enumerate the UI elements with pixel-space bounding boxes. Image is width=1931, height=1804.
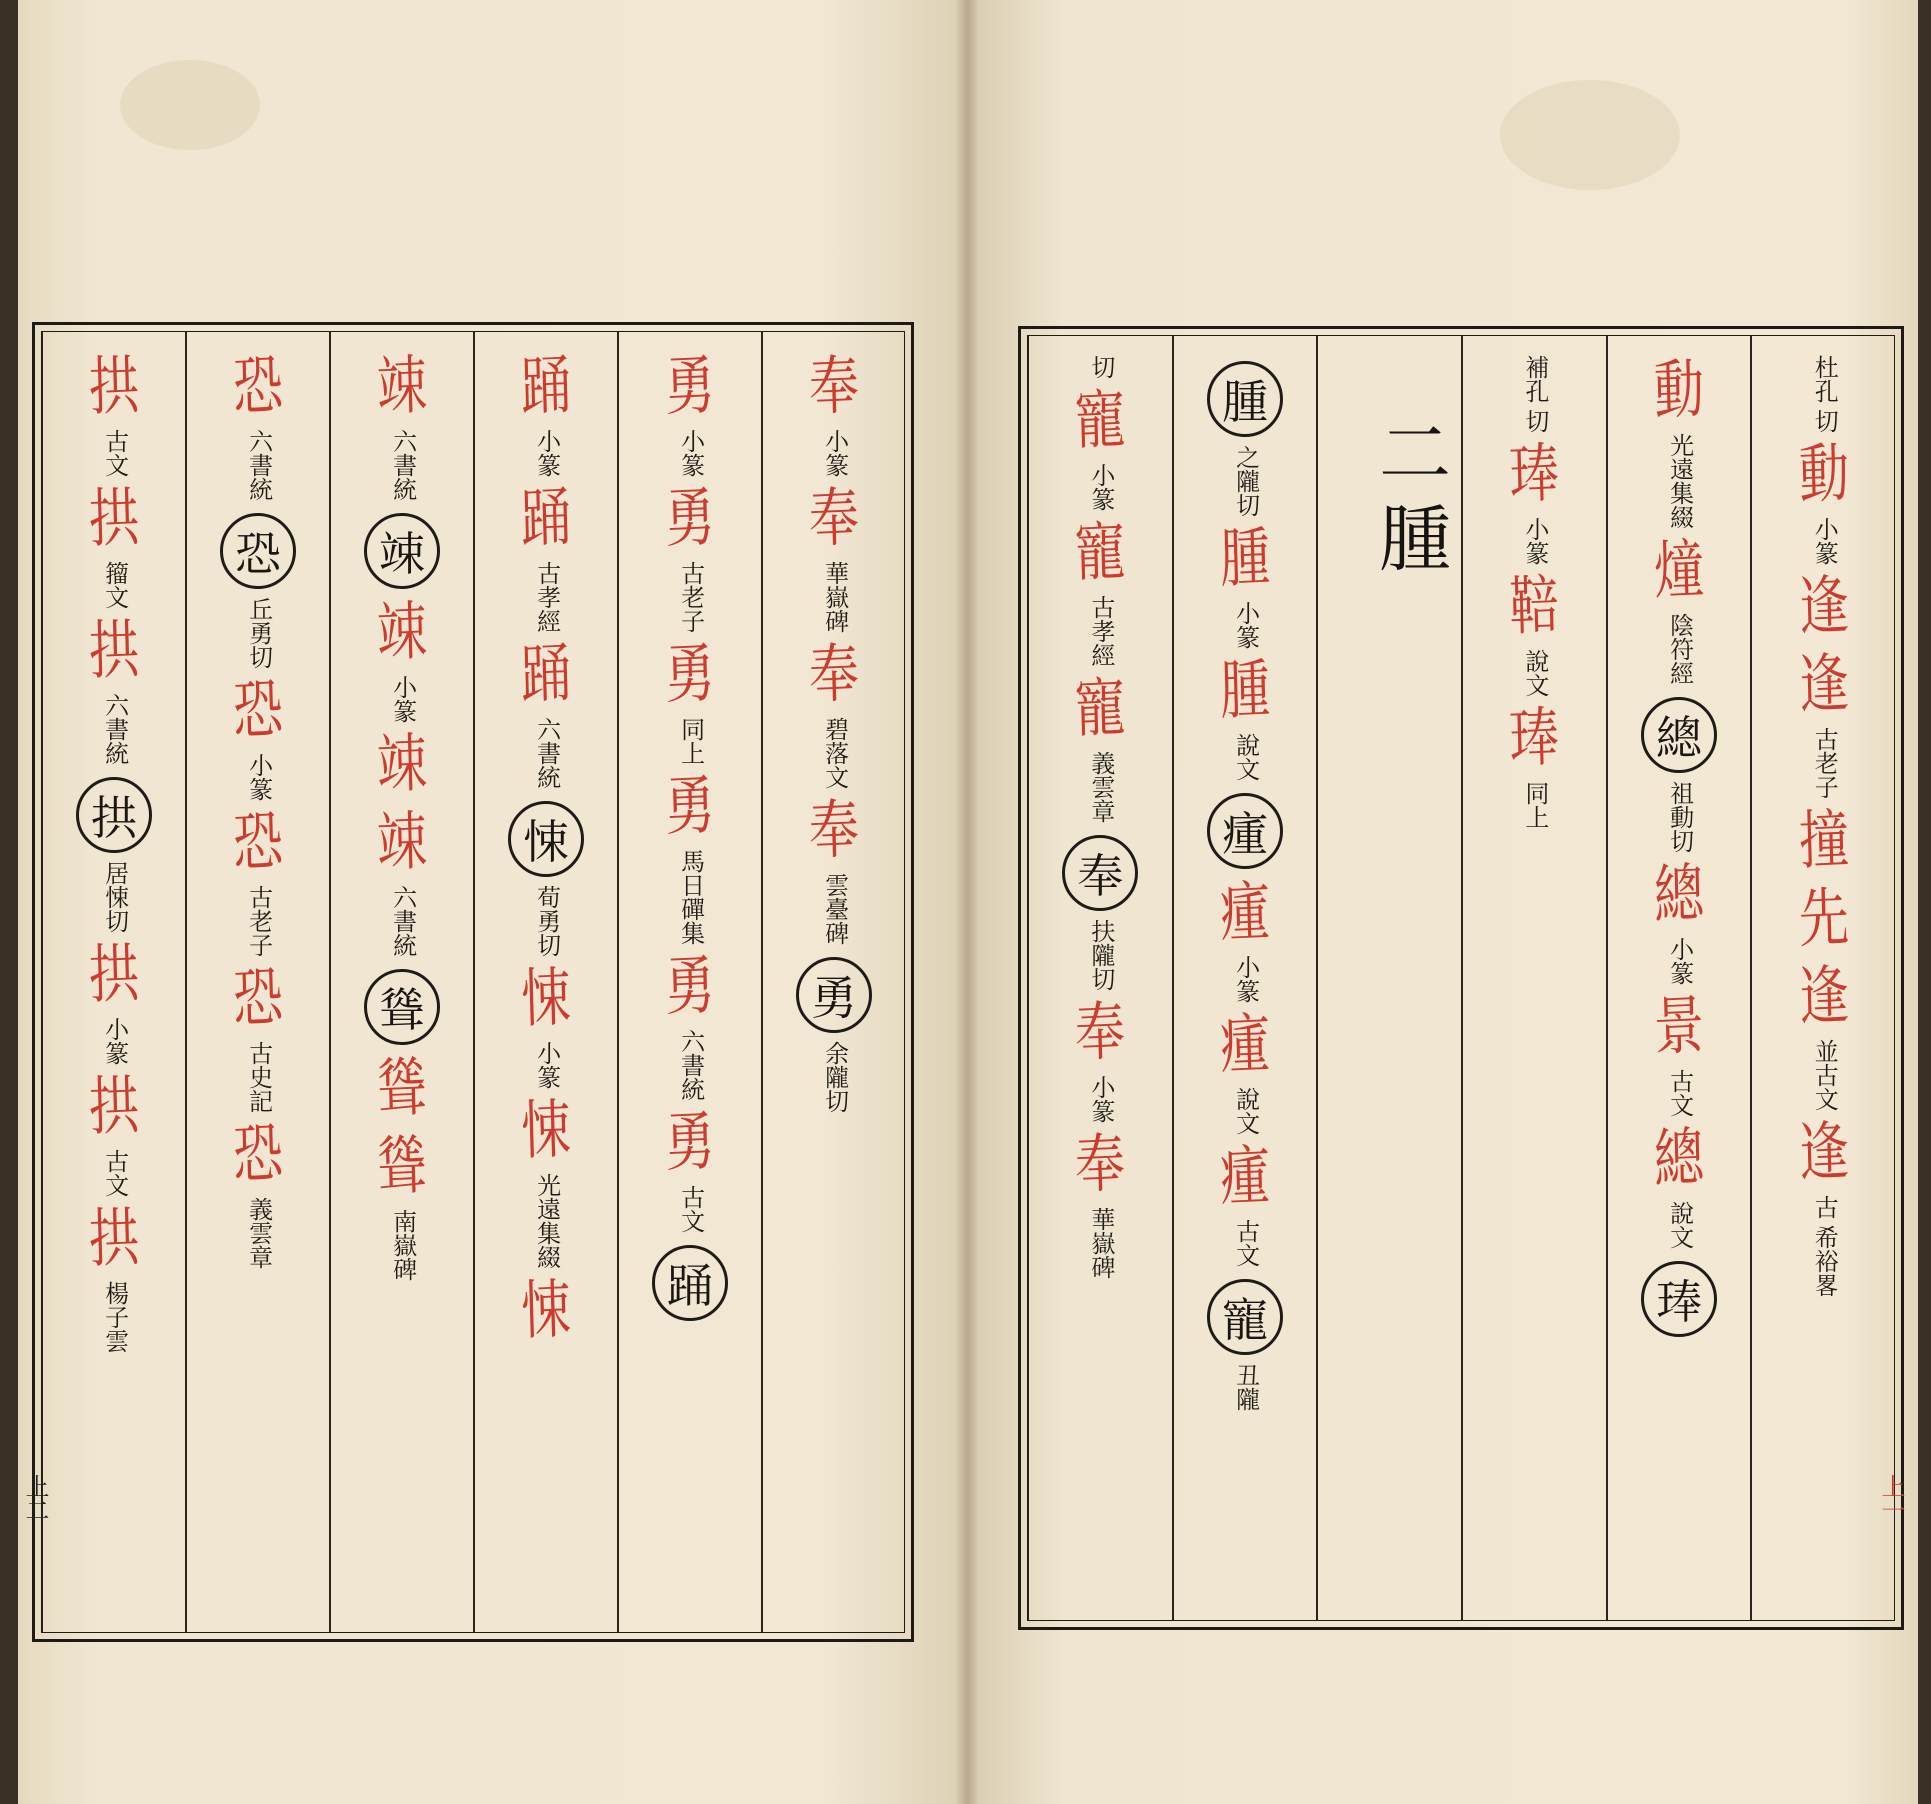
source-annotation: 六書統 [532,717,561,789]
source-annotation: 說文 [1231,1087,1260,1135]
seal-script-glyph: 勇 [664,636,716,714]
seal-script-glyph: 腫 [1219,520,1271,598]
source-annotation: 古文 [100,429,129,477]
seal-script-glyph: 奉 [1074,1126,1127,1204]
seal-script-glyph: 瘇 [1219,1138,1271,1216]
seal-script-glyph: 撞 [1797,802,1850,880]
seal-script-glyph: 逢 [1797,958,1850,1036]
source-annotation: 古老子 [244,885,273,957]
source-annotation: 華嶽碑 [820,561,849,633]
headword-circled: 悚 [508,801,584,877]
source-annotation: 六書統 [676,1029,705,1101]
headword-circled: 奉 [1062,835,1138,911]
seal-script-glyph: 竦 [376,348,428,426]
seal-script-glyph: 逢 [1797,1114,1850,1192]
source-annotation: 六書統 [388,885,417,957]
seal-script-glyph: 鞛 [1508,568,1561,646]
seal-script-glyph: 腫 [1219,652,1271,730]
right_page-column [1606,335,1751,1621]
seal-script-glyph: 恐 [232,348,284,426]
seal-script-glyph: 踊 [520,348,572,426]
seal-script-glyph: 逢 [1797,646,1850,724]
seal-script-glyph: 瘇 [1219,874,1271,952]
source-annotation: 小篆 [1520,517,1549,565]
source-annotation: 陰符經 [1665,613,1694,685]
source-annotation: 小篆 [820,429,849,477]
source-annotation: 六書統 [244,429,273,501]
source-annotation: 居悚切 [100,861,129,933]
seal-script-glyph: 勇 [664,1104,716,1182]
source-annotation: 小篆 [1086,463,1115,511]
seal-script-glyph: 奉 [808,636,860,714]
seal-script-glyph: 燑 [1653,532,1705,610]
seal-script-glyph: 寵 [1074,514,1127,592]
seal-script-glyph: 景 [1653,988,1705,1066]
seal-script-glyph: 恐 [232,1116,284,1194]
right_page-column [1316,335,1461,1621]
headword-circled: 恐 [220,513,296,589]
source-annotation: 義雲章 [1086,751,1115,823]
seal-script-glyph: 逢 [1797,568,1850,646]
source-annotation: 古文 [1665,1069,1694,1117]
seal-script-glyph: 寵 [1074,382,1127,460]
folio-left: 上二 [21,1474,49,1522]
source-annotation: 小篆 [1810,517,1839,565]
headword-circled: 琫 [1641,1261,1717,1337]
source-annotation: 古老子 [1810,727,1839,799]
headword-circled: 拱 [76,777,152,853]
source-annotation: 馬日磾集 [676,849,705,945]
seal-script-glyph: 勇 [664,348,716,426]
headword-circled: 腫 [1207,361,1283,437]
source-annotation: 碧落文 [820,717,849,789]
source-annotation: 古孝經 [1086,595,1115,667]
seal-script-glyph: 寵 [1074,670,1127,748]
source-annotation: 小篆 [388,675,417,723]
seal-script-glyph: 奉 [1074,994,1127,1072]
seal-script-glyph: 竦 [376,804,428,882]
source-annotation: 余隴切 [820,1041,849,1113]
source-annotation: 同上 [1520,781,1549,829]
headword-circled: 寵 [1207,1279,1283,1355]
seal-script-glyph: 拱 [88,936,140,1014]
source-annotation: 古文 [676,1185,705,1233]
paper-stain [1500,80,1680,190]
headword-circled: 瘇 [1207,793,1283,869]
seal-script-glyph: 悚 [520,1092,572,1170]
seal-script-glyph: 竦 [376,594,428,672]
seal-script-glyph: 拱 [88,348,140,426]
source-annotation: 南嶽碑 [388,1209,417,1281]
source-annotation: 楊子雲 [100,1281,129,1353]
seal-script-glyph: 奉 [808,792,860,870]
seal-script-glyph: 拱 [88,1200,140,1278]
source-annotation: 古 [1810,1195,1839,1219]
right_page-column [1172,335,1317,1621]
source-annotation: 丑隴 [1231,1363,1260,1411]
source-annotation: 杜孔 [1810,355,1839,403]
left_page-column [473,331,617,1633]
seal-script-glyph: 竦 [376,726,428,804]
source-annotation: 丘勇切 [244,597,273,669]
source-annotation: 小篆 [1231,601,1260,649]
seal-script-glyph: 恐 [232,672,284,750]
source-annotation: 祖動切 [1665,781,1694,853]
source-annotation: 六書統 [100,693,129,765]
seal-script-glyph: 總 [1653,1120,1705,1198]
source-annotation: 說文 [1665,1201,1694,1249]
source-annotation: 扶隴切 [1086,919,1115,991]
source-annotation: 小篆 [1086,1075,1115,1123]
source-annotation: 小篆 [100,1017,129,1065]
right-page-frame [1018,326,1904,1630]
headword-circled: 聳 [364,969,440,1045]
seal-script-glyph: 恐 [232,804,284,882]
source-annotation: 之隴切 [1231,445,1260,517]
seal-script-glyph: 琫 [1508,436,1561,514]
source-annotation: 小篆 [532,1041,561,1089]
seal-script-glyph: 勇 [664,480,716,558]
folio-right: 上一 [1877,1474,1905,1522]
seal-script-glyph: 瘇 [1219,1006,1271,1084]
paper-stain [120,60,260,150]
seal-script-glyph: 拱 [88,1068,140,1146]
source-annotation: 小篆 [676,429,705,477]
source-annotation: 古文 [1231,1219,1260,1267]
book-gutter [955,0,979,1804]
seal-script-glyph: 勇 [664,948,716,1026]
left_page-column [329,331,473,1633]
seal-script-glyph: 拱 [88,612,140,690]
seal-script-glyph: 踊 [520,480,572,558]
headword-circled: 總 [1641,697,1717,773]
seal-script-glyph: 恐 [232,960,284,1038]
source-annotation: 光遠集綴 [532,1173,561,1269]
seal-script-glyph: 悚 [520,960,572,1038]
right_page-column [1027,335,1172,1621]
seal-script-glyph: 總 [1653,856,1705,934]
seal-script-glyph: 聳 [376,1128,428,1206]
seal-script-glyph: 踊 [520,636,572,714]
right_page-column [1461,335,1606,1621]
rhyme-heading: 二腫 [1366,415,1451,587]
source-annotation: 六書統 [388,429,417,501]
source-annotation: 古老子 [676,561,705,633]
left_page-column [617,331,761,1633]
seal-script-glyph: 聳 [376,1050,428,1128]
headword-circled: 勇 [796,957,872,1033]
source-annotation: 籀文 [100,561,129,609]
source-annotation: 切 [1520,409,1549,433]
left_page-column [761,331,905,1633]
headword-circled: 踊 [652,1245,728,1321]
source-annotation: 同上 [676,717,705,765]
seal-script-glyph: 先 [1797,880,1850,958]
seal-script-glyph: 琫 [1508,700,1561,778]
seal-script-glyph: 拱 [88,480,140,558]
source-annotation: 華嶽碑 [1086,1207,1115,1279]
left_page-column [41,331,185,1633]
seal-script-glyph: 奉 [808,480,860,558]
source-annotation: 古史記 [244,1041,273,1113]
source-annotation: 古文 [100,1149,129,1197]
source-annotation: 小篆 [1231,955,1260,1003]
source-annotation: 小篆 [532,429,561,477]
source-annotation: 光遠集綴 [1665,433,1694,529]
source-annotation: 希裕畧 [1810,1225,1839,1297]
headword-circled: 竦 [364,513,440,589]
source-annotation: 古孝經 [532,561,561,633]
seal-script-glyph: 奉 [808,348,860,426]
source-annotation: 說文 [1231,733,1260,781]
left-page-frame [32,322,914,1642]
source-annotation: 小篆 [244,753,273,801]
source-annotation: 義雲章 [244,1197,273,1269]
source-annotation: 小篆 [1665,937,1694,985]
seal-script-glyph: 勇 [664,768,716,846]
source-annotation: 切 [1810,409,1839,433]
source-annotation: 說文 [1520,649,1549,697]
seal-script-glyph: 悚 [520,1272,572,1350]
right_page-column [1750,335,1895,1621]
source-annotation: 雲臺碑 [820,873,849,945]
source-annotation: 並古文 [1810,1039,1839,1111]
source-annotation: 補孔 [1520,355,1549,403]
seal-script-glyph: 動 [1797,436,1850,514]
seal-script-glyph: 動 [1653,352,1705,430]
source-annotation: 荀勇切 [532,885,561,957]
left_page-column [185,331,329,1633]
source-annotation: 切 [1086,355,1115,379]
